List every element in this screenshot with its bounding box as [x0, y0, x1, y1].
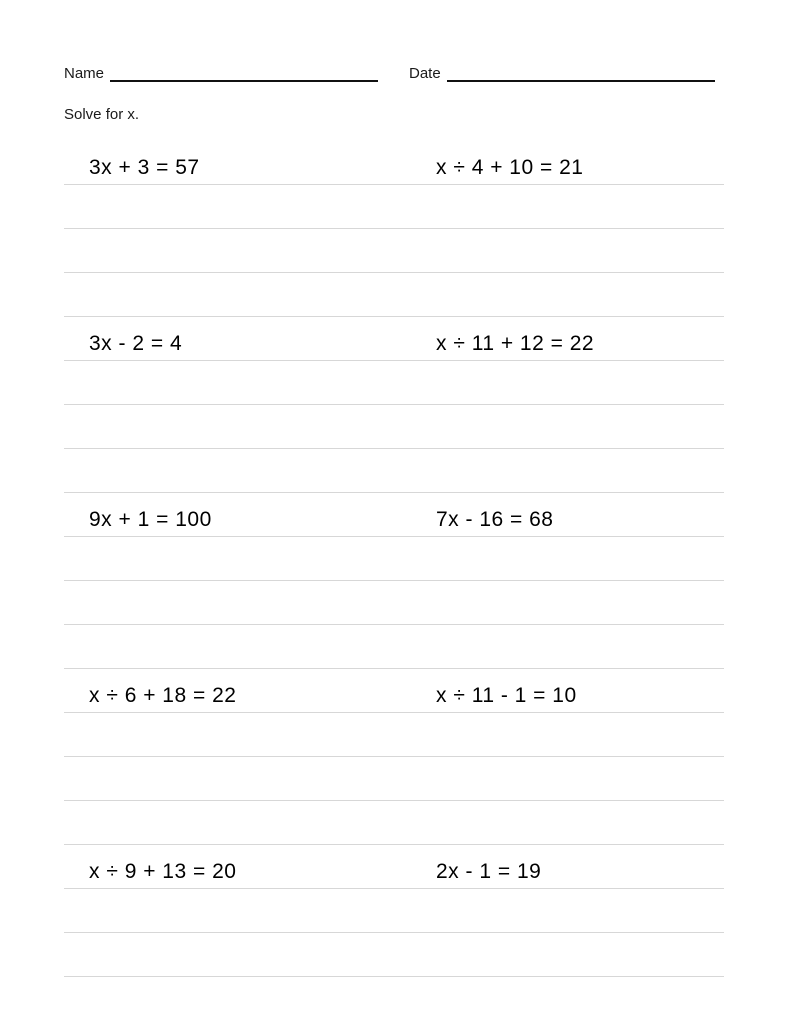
table-row: [64, 493, 724, 537]
problem-right: 2x - 1 = 19: [436, 860, 542, 883]
problem-right: x ÷ 4 + 10 = 21: [436, 156, 584, 179]
table-row[interactable]: [64, 229, 724, 273]
problem-right: x ÷ 11 + 12 = 22: [436, 332, 595, 355]
date-field[interactable]: [409, 56, 715, 82]
ruled-sheet: [64, 141, 724, 977]
date-writing-line[interactable]: [447, 65, 715, 82]
name-writing-line[interactable]: [110, 65, 378, 82]
problem-left: 9x + 1 = 100: [89, 508, 212, 531]
instruction-text: Solve for x.: [64, 106, 140, 123]
problem-right: 7x - 16 = 68: [436, 508, 554, 531]
table-row[interactable]: [64, 889, 724, 933]
table-row: [64, 141, 724, 185]
date-label: Date: [409, 65, 441, 82]
problem-left: x ÷ 9 + 13 = 20: [89, 860, 237, 883]
header: [64, 56, 724, 86]
table-row[interactable]: [64, 933, 724, 977]
table-row[interactable]: [64, 449, 724, 493]
table-row: [64, 317, 724, 361]
problem-right: x ÷ 11 - 1 = 10: [436, 684, 577, 707]
table-row[interactable]: [64, 537, 724, 581]
table-row[interactable]: [64, 625, 724, 669]
name-label: Name: [64, 65, 105, 82]
table-row[interactable]: [64, 757, 724, 801]
table-row[interactable]: [64, 713, 724, 757]
table-row[interactable]: [64, 581, 724, 625]
table-row[interactable]: [64, 273, 724, 317]
table-row[interactable]: [64, 405, 724, 449]
table-row[interactable]: [64, 185, 724, 229]
problem-left: 3x - 2 = 4: [89, 332, 183, 355]
problem-left: x ÷ 6 + 18 = 22: [89, 684, 237, 707]
name-field[interactable]: [64, 56, 378, 82]
problem-left: 3x + 3 = 57: [89, 156, 200, 179]
table-row[interactable]: [64, 801, 724, 845]
table-row: [64, 669, 724, 713]
table-row[interactable]: [64, 361, 724, 405]
table-row: [64, 845, 724, 889]
